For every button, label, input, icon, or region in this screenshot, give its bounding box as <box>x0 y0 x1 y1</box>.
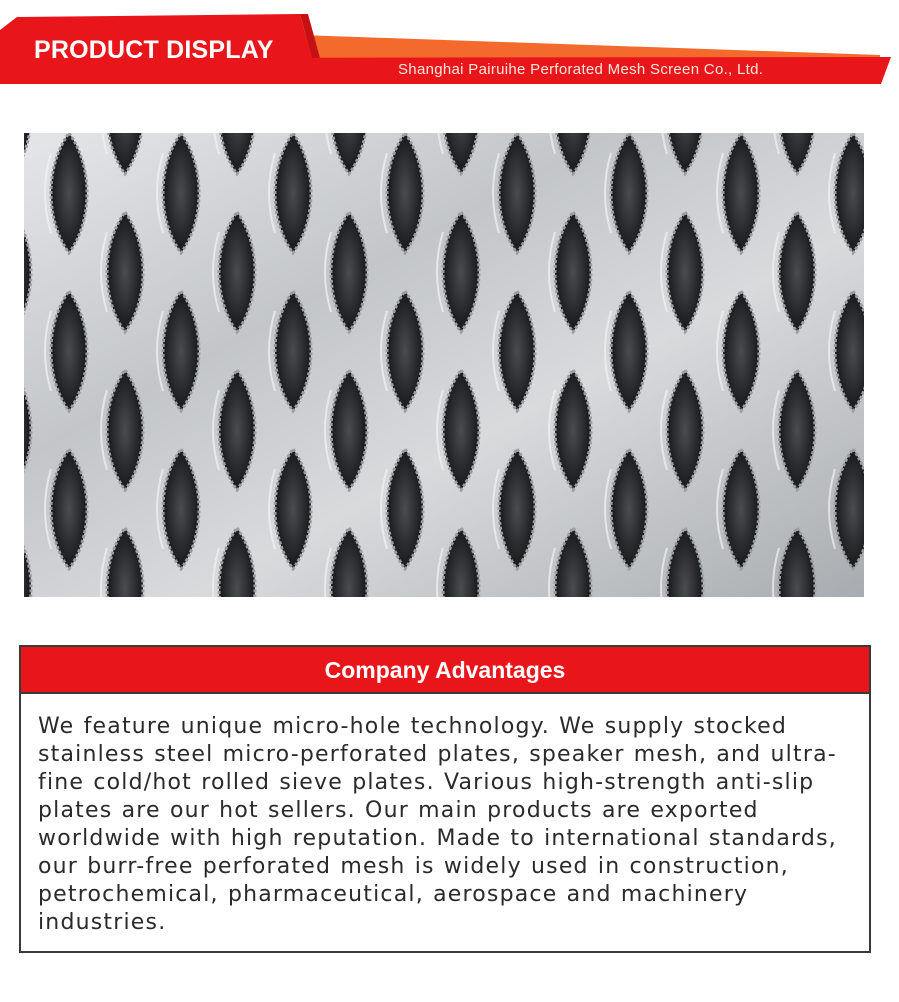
header-banner <box>0 0 899 90</box>
advantages-panel <box>19 645 871 953</box>
perforated-plate-image <box>24 133 864 597</box>
page-title: PRODUCT DISPLAY <box>34 36 274 64</box>
advantages-body: We feature unique micro-hole technology. We supply stocked stainless steel micro-perforated plates, speaker mesh, and ultra-fine cold/hot rolled sieve plates. Various high-strength anti-slip plates are our hot sellers. Our main products are exported worldwide with high reputation. Made to international standards, our burr-free perforated mesh is widely used in construction, petrochemical, pharmaceutical, aerospace and machinery industries. <box>38 714 837 935</box>
product-photo <box>24 133 864 597</box>
advantages-heading: Company Advantages <box>324 657 566 683</box>
advantages-heading-bar <box>21 647 869 694</box>
company-name: Shanghai Pairuihe Perforated Mesh Screen Co., Ltd. <box>398 61 764 78</box>
